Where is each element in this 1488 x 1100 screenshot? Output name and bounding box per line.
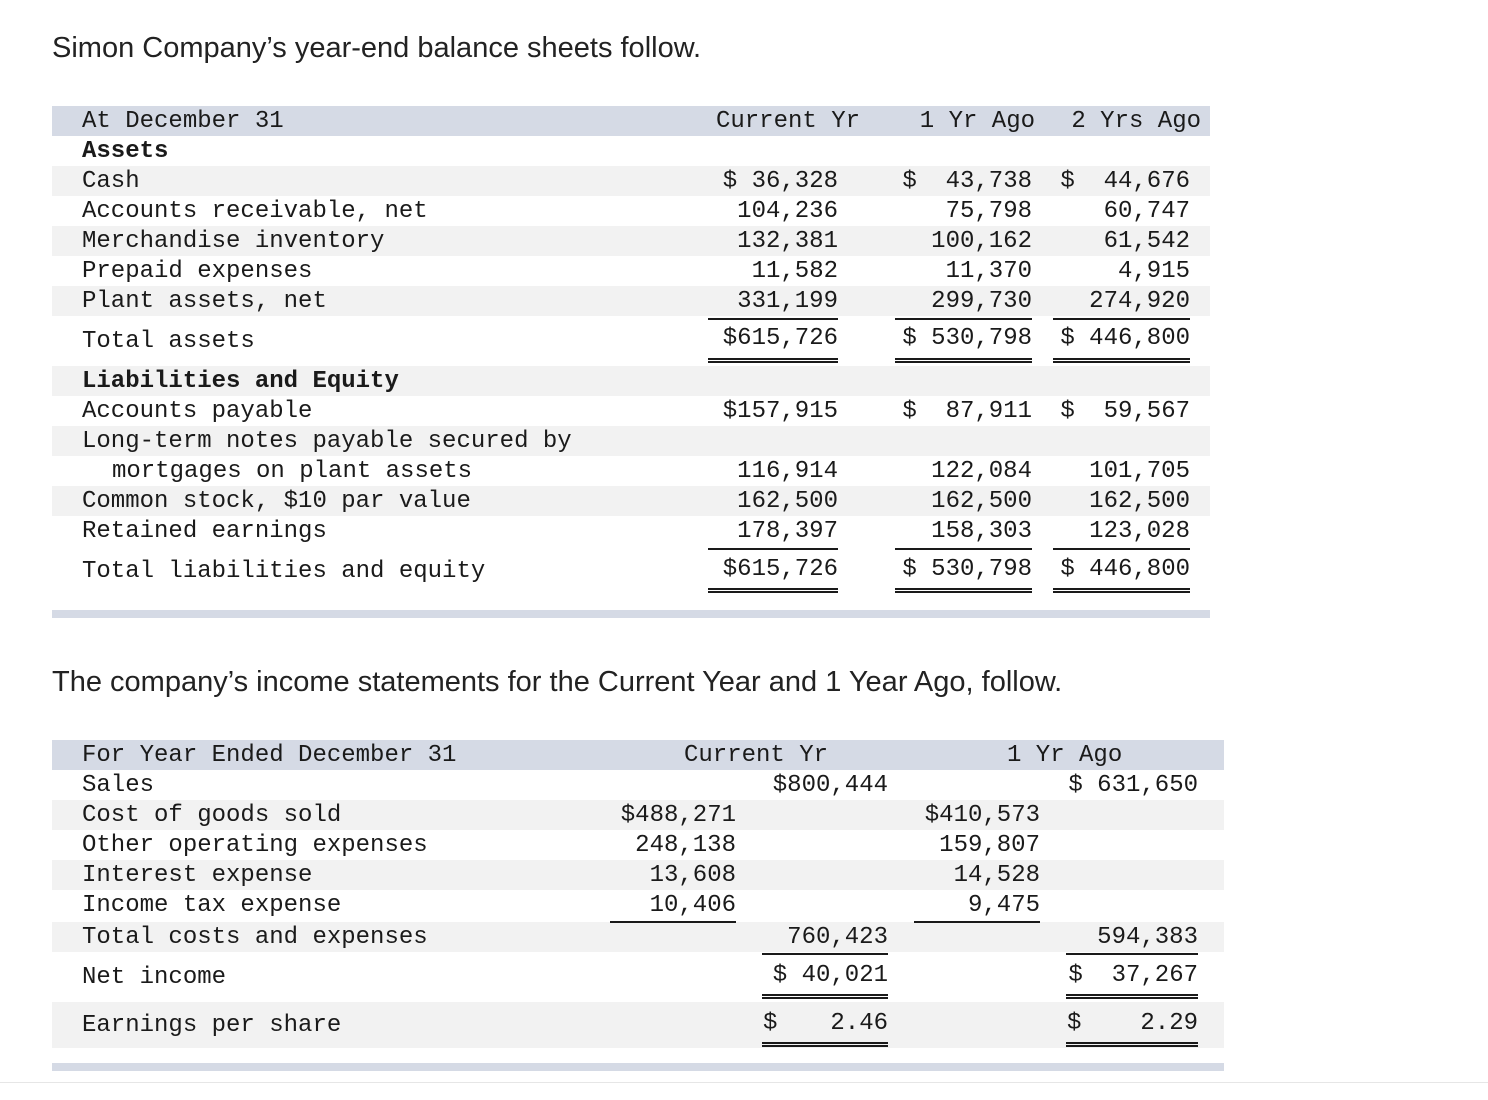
- inventory-2yr: 61,542: [1103, 228, 1190, 255]
- liabilities-heading: Liabilities and Equity: [82, 368, 399, 395]
- row-label-eps: Earnings per share: [82, 1012, 342, 1039]
- total-costs-current: 760,423: [787, 924, 888, 951]
- total-assets-2yr: $ 446,800: [1060, 325, 1190, 352]
- net-income-current: $ 40,021: [772, 962, 888, 989]
- row-label-sales: Sales: [82, 772, 155, 799]
- common-1yr: 162,500: [931, 488, 1032, 515]
- total-le-2yr: $ 446,800: [1060, 556, 1190, 583]
- col-header-1yr: 1 Yr Ago: [1007, 742, 1123, 769]
- prepaid-current: 11,582: [751, 258, 838, 285]
- eps-current-sign: $: [763, 1010, 778, 1037]
- cash-1yr: $ 43,738: [902, 168, 1032, 195]
- subtotal-underline: [610, 921, 736, 923]
- subtotal-underline: [895, 318, 1032, 320]
- total-double-underline: [1066, 994, 1198, 999]
- common-2yr: 162,500: [1089, 488, 1190, 515]
- row-label-total-assets: Total assets: [82, 328, 255, 355]
- subtotal-underline: [914, 921, 1040, 923]
- total-double-underline: [1066, 1042, 1198, 1047]
- ltn-1yr: 122,084: [931, 458, 1032, 485]
- balance-header-label: At December 31: [82, 108, 284, 135]
- assets-heading: Assets: [82, 138, 169, 165]
- total-double-underline: [708, 358, 838, 363]
- interest-current: 13,608: [649, 862, 736, 889]
- ap-current: $157,915: [722, 398, 838, 425]
- balance-sheet-intro: Simon Company’s year-end balance sheets follow.: [52, 32, 702, 64]
- row-label-net-income: Net income: [82, 964, 227, 991]
- total-double-underline: [895, 358, 1032, 363]
- cash-current: $ 36,328: [722, 168, 838, 195]
- sales-1yr: $ 631,650: [1068, 772, 1198, 799]
- balance-footer-bar: [52, 610, 1210, 618]
- tax-current: 10,406: [649, 892, 736, 919]
- row-label-total-le: Total liabilities and equity: [82, 558, 486, 585]
- col-header-1yr: 1 Yr Ago: [919, 108, 1035, 135]
- prepaid-1yr: 11,370: [945, 258, 1032, 285]
- ltn-2yr: 101,705: [1089, 458, 1190, 485]
- row-label-common: Common stock, $10 par value: [82, 488, 471, 515]
- cash-2yr: $ 44,676: [1060, 168, 1190, 195]
- col-header-current: Current Yr: [684, 742, 829, 769]
- plant-2yr: 274,920: [1089, 288, 1190, 315]
- subtotal-underline: [1066, 953, 1198, 955]
- opex-1yr: 159,807: [939, 832, 1040, 859]
- row-label-prepaid: Prepaid expenses: [82, 258, 313, 285]
- ar-1yr: 75,798: [945, 198, 1032, 225]
- total-double-underline: [708, 588, 838, 593]
- row-label-total-costs: Total costs and expenses: [82, 924, 428, 951]
- plant-1yr: 299,730: [931, 288, 1032, 315]
- row-label-cash: Cash: [82, 168, 140, 195]
- ar-current: 104,236: [737, 198, 838, 225]
- subtotal-underline: [895, 548, 1032, 550]
- total-double-underline: [895, 588, 1032, 593]
- row-label-opex: Other operating expenses: [82, 832, 428, 859]
- sales-current: $800,444: [772, 772, 888, 799]
- row-label-ap: Accounts payable: [82, 398, 313, 425]
- cogs-1yr: $410,573: [924, 802, 1040, 829]
- row-band: [52, 166, 1210, 196]
- eps-1yr-value: 2.29: [1140, 1010, 1198, 1037]
- total-assets-1yr: $ 530,798: [902, 325, 1032, 352]
- cogs-current: $488,271: [620, 802, 736, 829]
- row-label-ltn: mortgages on plant assets: [112, 458, 473, 485]
- eps-1yr-sign: $: [1067, 1010, 1082, 1037]
- ap-1yr: $ 87,911: [902, 398, 1032, 425]
- row-label-cogs: Cost of goods sold: [82, 802, 342, 829]
- ar-2yr: 60,747: [1103, 198, 1190, 225]
- prepaid-2yr: 4,915: [1117, 258, 1190, 285]
- total-double-underline: [762, 1042, 888, 1047]
- opex-current: 248,138: [635, 832, 736, 859]
- total-assets-current: $615,726: [722, 325, 838, 352]
- subtotal-underline: [762, 953, 888, 955]
- subtotal-underline: [1053, 318, 1190, 320]
- retained-current: 178,397: [737, 518, 838, 545]
- total-le-1yr: $ 530,798: [902, 556, 1032, 583]
- ltn-current: 116,914: [737, 458, 838, 485]
- row-label-tax: Income tax expense: [82, 892, 342, 919]
- common-current: 162,500: [737, 488, 838, 515]
- total-double-underline: [762, 994, 888, 999]
- inventory-1yr: 100,162: [931, 228, 1032, 255]
- total-le-current: $615,726: [722, 556, 838, 583]
- total-double-underline: [1053, 588, 1190, 593]
- row-label-inventory: Merchandise inventory: [82, 228, 385, 255]
- row-label-ltn-line1: Long-term notes payable secured by: [82, 428, 572, 455]
- col-header-current: Current Yr: [715, 108, 860, 135]
- eps-current-value: 2.46: [830, 1010, 888, 1037]
- tax-1yr: 9,475: [967, 892, 1040, 919]
- row-label-plant: Plant assets, net: [82, 288, 327, 315]
- interest-1yr: 14,528: [953, 862, 1040, 889]
- subtotal-underline: [1053, 548, 1190, 550]
- retained-1yr: 158,303: [931, 518, 1032, 545]
- subtotal-underline: [708, 318, 838, 320]
- col-header-2yr: 2 Yrs Ago: [1071, 108, 1201, 135]
- ap-2yr: $ 59,567: [1060, 398, 1190, 425]
- net-income-1yr: $ 37,267: [1068, 962, 1198, 989]
- income-statement-intro: The company’s income statements for the Current Year and 1 Year Ago, follow.: [52, 666, 1063, 698]
- income-footer-bar: [52, 1063, 1224, 1071]
- row-label-ar: Accounts receivable, net: [82, 198, 428, 225]
- subtotal-underline: [708, 548, 838, 550]
- row-label-retained: Retained earnings: [82, 518, 327, 545]
- page-bottom-divider: [0, 1082, 1488, 1083]
- plant-current: 331,199: [737, 288, 838, 315]
- total-double-underline: [1053, 358, 1190, 363]
- total-costs-1yr: 594,383: [1097, 924, 1198, 951]
- inventory-current: 132,381: [737, 228, 838, 255]
- retained-2yr: 123,028: [1089, 518, 1190, 545]
- row-label-interest: Interest expense: [82, 862, 313, 889]
- income-header-label: For Year Ended December 31: [82, 742, 457, 769]
